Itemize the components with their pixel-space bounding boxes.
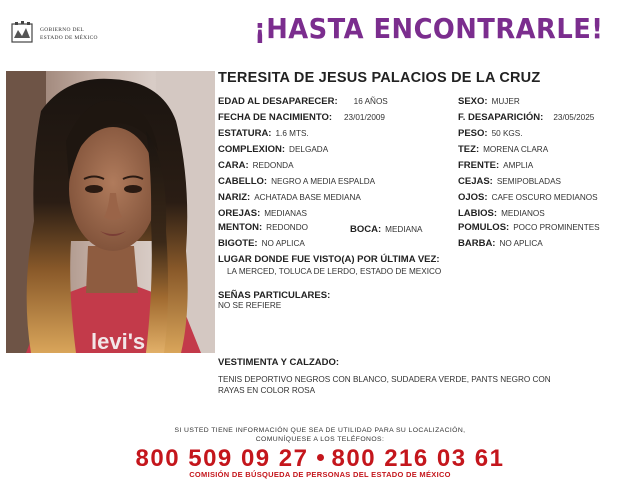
field-value: 23/01/2009 — [344, 113, 385, 122]
field-label: BARBA: — [458, 238, 496, 249]
field-cabello — [218, 176, 375, 187]
field-value: SEMIPOBLADAS — [496, 177, 562, 186]
field-bigote — [218, 238, 305, 249]
field-label: BOCA: — [350, 224, 382, 235]
field-estatura — [218, 128, 309, 139]
field-tez — [458, 144, 548, 155]
field-label: CABELLO: — [218, 176, 268, 187]
field-value: 23/05/2025 — [553, 113, 595, 122]
bullet-icon — [317, 454, 324, 461]
field-value: MUJER — [491, 97, 520, 106]
field-label: OREJAS: — [218, 208, 261, 219]
field-label: F. DESAPARICIÓN: — [458, 112, 544, 123]
field-label: BIGOTE: — [218, 238, 258, 249]
last-seen-label: LUGAR DONDE FUE VISTO(A) POR ÚLTIMA VEZ: — [218, 254, 440, 265]
field-value: MORENA CLARA — [483, 145, 549, 154]
field-value: NO APLICA — [261, 239, 305, 248]
clothing-line1: TENIS DEPORTIVO NEGROS CON BLANCO, SUDADERA VERDE, PANTS NEGRO CON — [218, 375, 551, 384]
clothing-line2: RAYAS EN COLOR ROSA — [218, 386, 316, 395]
logo-line1: GOBIERNO DEL — [40, 27, 85, 33]
field-peso — [458, 128, 523, 139]
field-edad — [218, 96, 388, 107]
field-value: REDONDA — [252, 161, 294, 170]
field-label: CEJAS: — [458, 176, 493, 187]
field-barba — [458, 238, 543, 249]
field-label: COMPLEXION: — [218, 144, 286, 155]
field-label: ESTATURA: — [218, 128, 272, 139]
phone-numbers — [0, 445, 640, 473]
contact-instructions-2: COMUNÍQUESE A LOS TELÉFONOS: — [255, 436, 385, 443]
field-sexo — [458, 96, 520, 107]
field-label: PESO: — [458, 128, 488, 139]
field-value: ACHATADA BASE MEDIANA — [254, 193, 361, 202]
contact-instructions: SI USTED TIENE INFORMACIÓN QUE SEA DE UTILIDAD PARA SU LOCALIZACIÓN, — [174, 427, 466, 434]
field-value: POCO PROMINENTES — [513, 223, 600, 232]
phone-number-2[interactable]: 800 216 03 61 — [331, 445, 505, 472]
coat-of-arms-icon — [10, 20, 36, 46]
field-frente — [458, 160, 533, 171]
government-logo — [10, 20, 120, 46]
field-value: CAFE OSCURO MEDIANOS — [491, 193, 598, 202]
svg-text:levi's: levi's — [91, 329, 146, 353]
field-menton — [218, 222, 308, 233]
field-label: OJOS: — [458, 192, 488, 203]
field-boca — [350, 224, 422, 235]
field-label: FRENTE: — [458, 160, 500, 171]
logo-line2: ESTADO DE MÉXICO — [40, 35, 98, 41]
field-value: REDONDO — [266, 223, 309, 232]
field-value: DELGADA — [289, 145, 329, 154]
field-label: POMULOS: — [458, 222, 510, 233]
field-label: MENTON: — [218, 222, 263, 233]
clothing-label: VESTIMENTA Y CALZADO: — [218, 357, 340, 368]
field-value: NO APLICA — [499, 239, 543, 248]
person-photo — [6, 71, 215, 353]
field-label: EDAD AL DESAPARECER: — [218, 96, 338, 107]
field-cejas — [458, 176, 561, 187]
field-value: 50 KGS. — [491, 129, 523, 138]
marks-label: SEÑAS PARTICULARES: — [218, 290, 331, 301]
field-label: SEXO: — [458, 96, 488, 107]
phone-number-1[interactable]: 800 509 09 27 — [135, 445, 309, 472]
field-complexion — [218, 144, 328, 155]
field-value: MEDIANAS — [264, 209, 307, 218]
field-label: TEZ: — [458, 144, 480, 155]
field-cara — [218, 160, 294, 171]
headline: ¡HASTA ENCONTRARLE! — [254, 12, 604, 45]
field-labios — [458, 208, 545, 219]
person-name: TERESITA DE JESUS PALACIOS DE LA CRUZ — [218, 70, 541, 86]
field-label: FECHA DE NACIMIENTO: — [218, 112, 332, 123]
field-value: MEDIANA — [385, 225, 423, 234]
field-value: MEDIANOS — [501, 209, 545, 218]
field-nariz — [218, 192, 361, 203]
field-label: NARIZ: — [218, 192, 251, 203]
field-label: CARA: — [218, 160, 249, 171]
field-orejas — [218, 208, 307, 219]
field-value: 1.6 MTS. — [275, 129, 309, 138]
field-fecha-nacimiento — [218, 112, 385, 123]
field-pomulos — [458, 222, 600, 233]
field-value: NEGRO A MEDIA ESPALDA — [271, 177, 376, 186]
field-fecha-desaparicion — [458, 112, 594, 123]
field-ojos — [458, 192, 598, 203]
agency-name: COMISIÓN DE BÚSQUEDA DE PERSONAS DEL ESTADO DE MÉXICO — [189, 470, 451, 479]
last-seen-value: LA MERCED, TOLUCA DE LERDO, ESTADO DE MEXICO — [227, 267, 442, 276]
field-value: 16 AÑOS — [353, 97, 388, 106]
field-label: LABIOS: — [458, 208, 498, 219]
field-value: AMPLIA — [503, 161, 534, 170]
marks-value: NO SE REFIERE — [218, 301, 282, 310]
